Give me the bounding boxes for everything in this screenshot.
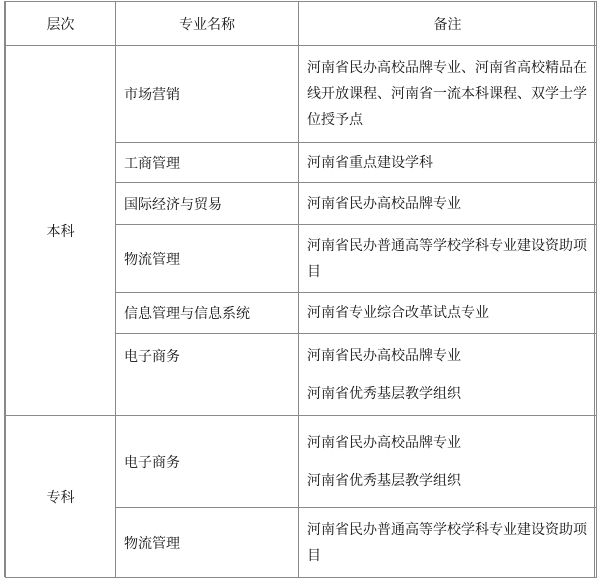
- level-cell-undergrad: 本科: [6, 46, 116, 416]
- header-level: 层次: [6, 2, 116, 46]
- note-text: 河南省优秀基层教学组织: [307, 472, 461, 489]
- major-cell: 物流管理: [116, 225, 299, 293]
- note-text: 河南省民办高校品牌专业、河南省高校精品在线开放课程、河南省一流本科课程、双学士学位授予点: [307, 60, 587, 128]
- majors-table: [5, 1, 597, 578]
- major-cell: 国际经济与贸易: [116, 183, 299, 225]
- note-text: 河南省民办高校品牌专业: [307, 434, 461, 451]
- note-text: 河南省民办普通高等学校学科专业建设资助项目: [307, 521, 587, 564]
- note-cell: [299, 334, 597, 416]
- table-row: [6, 46, 597, 143]
- note-cell: [299, 225, 597, 293]
- note-cell: [299, 293, 597, 334]
- note-cell: [299, 416, 597, 508]
- note-text: 河南省民办普通高等学校学科专业建设资助项目: [307, 237, 587, 280]
- note-text: 河南省专业综合改革试点专业: [307, 305, 489, 321]
- note-cell: [299, 46, 597, 143]
- major-cell: 物流管理: [116, 508, 299, 578]
- note-text: 河南省民办高校品牌专业: [307, 195, 461, 212]
- table-container: [4, 1, 595, 577]
- major-cell: 市场营销: [116, 46, 299, 143]
- header-major: 专业名称: [116, 2, 299, 46]
- major-cell: 信息管理与信息系统: [116, 293, 299, 334]
- major-cell: 电子商务: [116, 416, 299, 508]
- header-note: 备注: [299, 2, 597, 46]
- table-row: [6, 416, 597, 508]
- note-cell: [299, 183, 597, 225]
- major-cell: 电子商务: [116, 334, 299, 416]
- note-cell: [299, 143, 597, 183]
- level-cell-college: 专科: [6, 416, 116, 578]
- note-text: 河南省优秀基层教学组织: [307, 385, 461, 402]
- header-row: [6, 2, 597, 46]
- major-cell: 工商管理: [116, 143, 299, 183]
- note-text: 河南省民办高校品牌专业: [307, 347, 461, 364]
- note-cell: [299, 508, 597, 578]
- note-text: 河南省重点建设学科: [307, 154, 433, 171]
